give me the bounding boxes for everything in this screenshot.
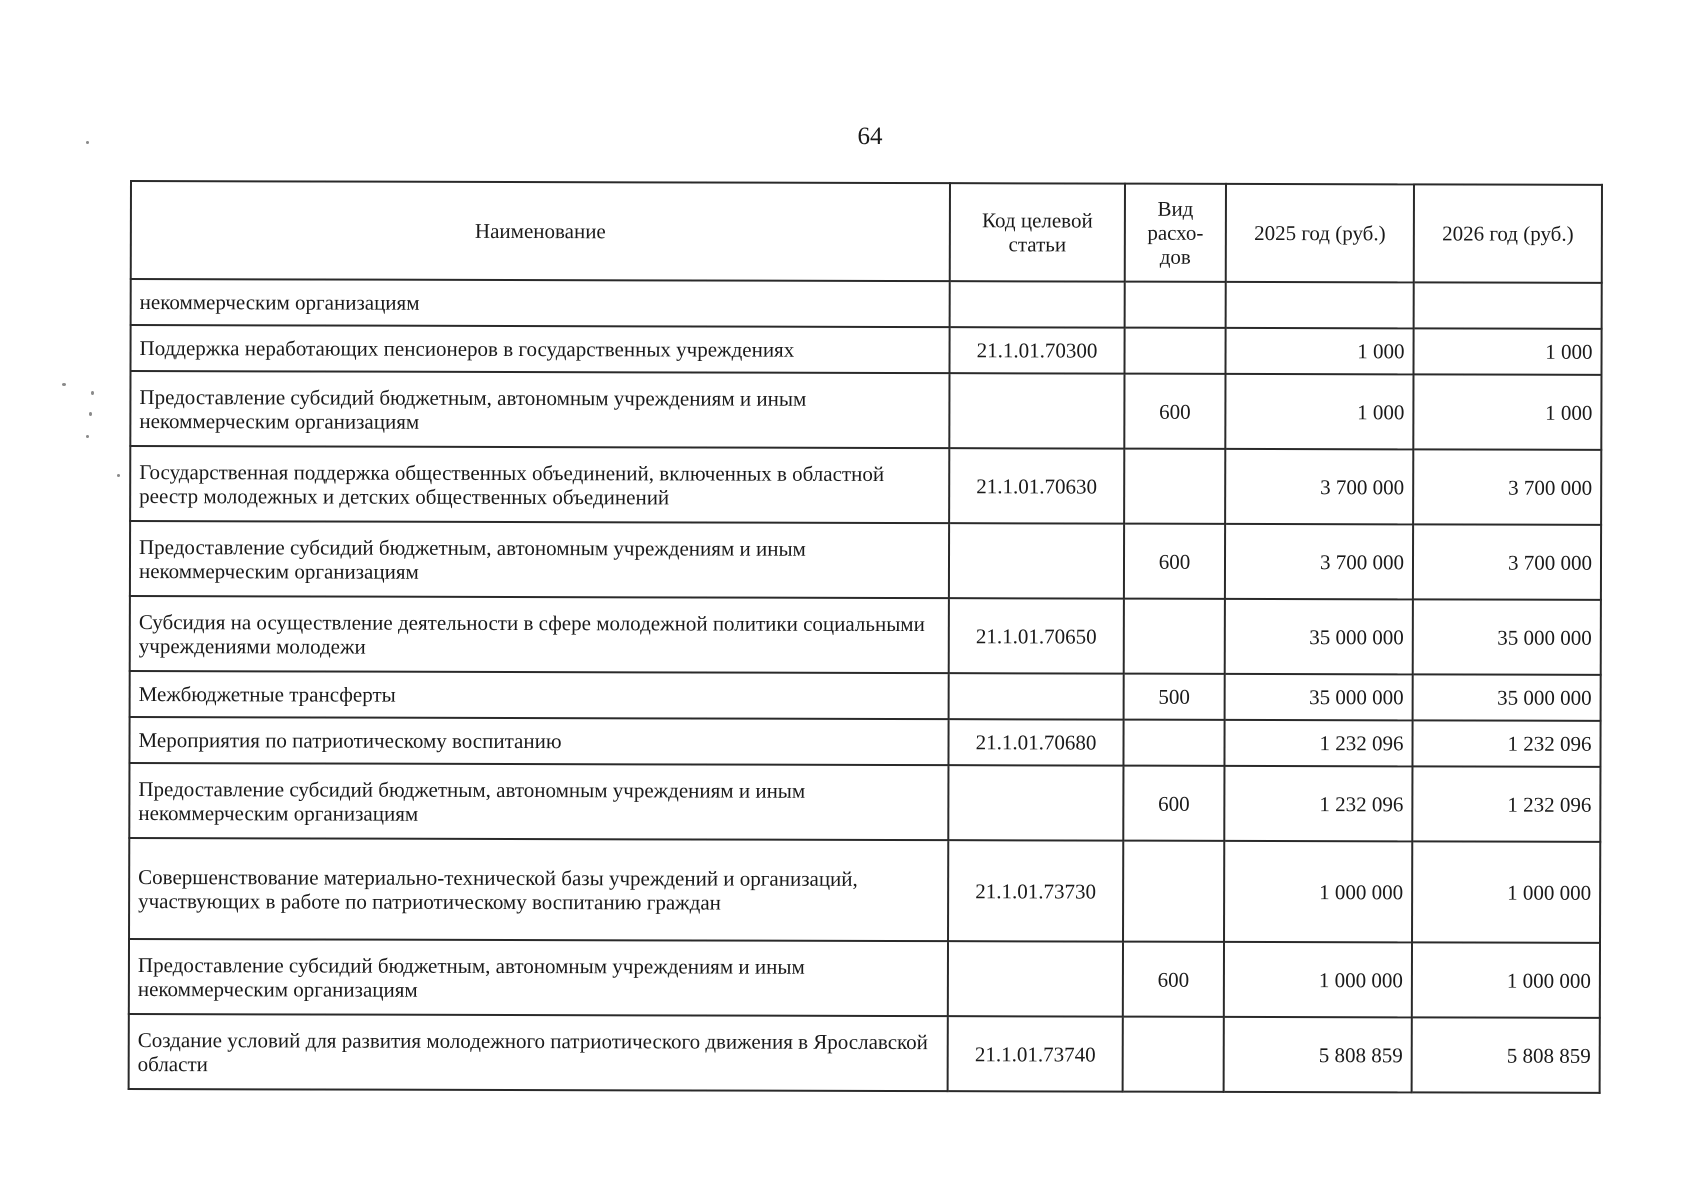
row-name: Поддержка неработающих пенсионеров в государственных учреждениях	[130, 325, 949, 373]
row-2026: 3 700 000	[1413, 449, 1601, 524]
row-code: 21.1.01.70300	[949, 327, 1124, 373]
row-2025: 3 700 000	[1225, 449, 1413, 524]
table-row	[130, 521, 1601, 600]
budget-table	[128, 180, 1603, 1094]
header-2026: 2026 год (руб.)	[1414, 184, 1602, 282]
row-kind	[1124, 599, 1225, 674]
header-code: Код целевой статьи	[950, 183, 1125, 281]
row-2026	[1414, 282, 1602, 328]
row-name: Межбюджетные трансферты	[130, 671, 949, 719]
row-name: Субсидия на осуществление деятельности в сфере молодежной политики социальными учреждениями молодежи	[130, 596, 949, 673]
row-kind: 600	[1123, 942, 1224, 1017]
table-row	[129, 717, 1600, 767]
row-2026: 1 000	[1413, 374, 1601, 449]
table-row	[129, 939, 1600, 1018]
table-row	[131, 279, 1602, 329]
row-2026: 1 000 000	[1412, 841, 1600, 942]
row-code	[950, 281, 1125, 327]
row-name: Предоставление субсидий бюджетным, автономным учреждениям и иным некоммерческим организациям	[129, 939, 948, 1016]
row-2026: 1 000 000	[1412, 942, 1600, 1017]
row-kind	[1123, 1017, 1224, 1092]
row-2025: 35 000 000	[1225, 599, 1413, 674]
row-kind	[1124, 328, 1225, 374]
scan-speck	[62, 383, 66, 386]
row-kind: 600	[1124, 524, 1225, 599]
row-kind: 500	[1124, 674, 1225, 720]
row-2025: 1 000	[1225, 374, 1413, 449]
row-code: 21.1.01.73730	[948, 840, 1123, 941]
table-row	[129, 1014, 1600, 1093]
table-row	[130, 325, 1601, 375]
row-2025: 3 700 000	[1225, 524, 1413, 599]
row-kind: 600	[1124, 374, 1225, 449]
row-2025: 5 808 859	[1224, 1017, 1412, 1092]
row-name: Совершенствование материально-технической базы учреждений и организаций, участвующих в работе по патриотическому воспитанию граждан	[129, 838, 948, 941]
row-2026: 5 808 859	[1412, 1017, 1600, 1092]
row-kind	[1123, 841, 1224, 942]
row-code: 21.1.01.70680	[948, 719, 1123, 765]
row-code	[949, 373, 1124, 448]
row-kind: 600	[1123, 766, 1224, 841]
row-code	[949, 523, 1124, 598]
scan-speck	[89, 412, 92, 416]
row-2026: 1 232 096	[1412, 766, 1600, 841]
row-name: Предоставление субсидий бюджетным, автономным учреждениям и иным некоммерческим организациям	[130, 521, 949, 598]
row-2025: 1 232 096	[1224, 720, 1412, 766]
row-code: 21.1.01.70630	[949, 448, 1124, 523]
header-2025: 2025 год (руб.)	[1226, 184, 1414, 282]
row-2026: 3 700 000	[1413, 524, 1601, 599]
table-row	[130, 671, 1601, 721]
table-row	[130, 596, 1601, 675]
row-2025: 1 000	[1225, 328, 1413, 374]
header-kind: Вид расхо-дов	[1125, 184, 1226, 282]
row-kind	[1125, 282, 1226, 328]
row-kind	[1124, 449, 1225, 524]
table-row	[129, 838, 1600, 943]
table-row	[129, 763, 1600, 842]
row-2026: 1 232 096	[1412, 720, 1600, 766]
row-name: Мероприятия по патриотическому воспитанию	[129, 717, 948, 765]
page-number: 64	[857, 123, 883, 150]
row-code: 21.1.01.73740	[948, 1016, 1123, 1091]
header-name: Наименование	[131, 181, 950, 281]
row-2025: 1 000 000	[1224, 942, 1412, 1017]
row-2026: 35 000 000	[1413, 599, 1601, 674]
table-header-row	[131, 181, 1602, 283]
table-row	[130, 371, 1601, 450]
row-name: Предоставление субсидий бюджетным, автономным учреждениям и иным некоммерческим организациям	[130, 371, 949, 448]
row-2025: 35 000 000	[1225, 674, 1413, 720]
row-name: Предоставление субсидий бюджетным, автономным учреждениям и иным некоммерческим организациям	[129, 763, 948, 840]
row-2026: 35 000 000	[1413, 674, 1601, 720]
row-name: Государственная поддержка общественных объединений, включенных в областной реестр молодежных и детских общественных объединений	[130, 446, 949, 523]
row-code	[949, 673, 1124, 719]
row-2025	[1226, 282, 1414, 328]
row-2025: 1 000 000	[1224, 841, 1412, 942]
row-2025: 1 232 096	[1224, 766, 1412, 841]
table-row	[130, 446, 1601, 525]
row-name: Создание условий для развития молодежного патриотического движения в Ярославской области	[129, 1014, 948, 1091]
row-code	[948, 941, 1123, 1016]
row-2026: 1 000	[1413, 328, 1601, 374]
row-code: 21.1.01.70650	[949, 598, 1124, 673]
scan-speck	[117, 474, 120, 477]
row-name: некоммерческим организациям	[131, 279, 950, 327]
row-code	[948, 765, 1123, 840]
scan-speck	[91, 391, 94, 395]
scan-speck	[86, 435, 89, 438]
row-kind	[1123, 720, 1224, 766]
